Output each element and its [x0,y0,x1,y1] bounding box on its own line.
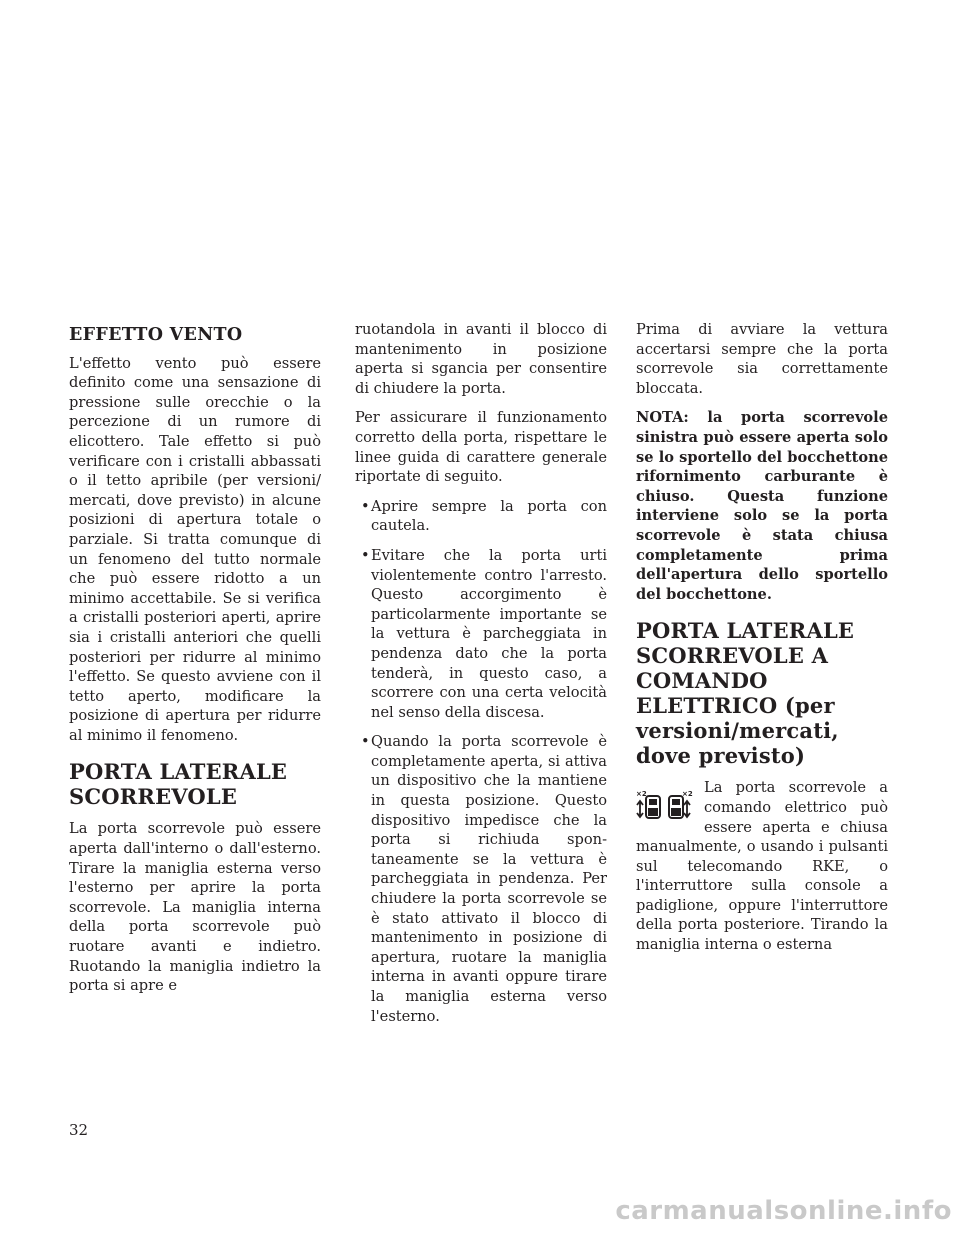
bullet: • [361,546,370,564]
list-item [355,497,607,536]
bullet: • [361,497,370,515]
heading-power-sliding-door: PORTA LATERALE SCORREVOLE A COMANDO ELETTRICO (per versioni/mercati, dove previsto) [636,618,855,769]
sliding-door-icon [636,788,694,828]
page-number: 32 [69,1121,89,1139]
column-right [636,320,888,965]
paragraph-effetto-vento: L'effetto vento può essere definito come una sensazione di pressione sulle orecchie o la percezione di un rumore di elicottero. Tale effetto si può verificare con i cristalli abbassati o il tetto apribile (per versioni/ mercati, dove previsto) in alcune posizioni di apertura totale o parziale. Si tratta comunque di un fenomeno del tutto normale che può essere ridotto a un minimo accettabile. Se si verifica a cristalli posteriori aperti, aprire sia i cristalli anteriori che quelli posteriori per ridurre al minimo l'effetto. Se questo avviene con il tetto aperto, modificare la posizione di apertura per ridurre al minimo il fenomeno. [69,354,321,744]
bullet: • [361,733,370,751]
list-item [355,546,607,722]
paragraph-continuation: ruotandola in avanti il blocco di mantenimento in posizione aperta si sgancia per consentire di chiudere la porta. [355,321,607,397]
paragraph-porta-scorrevole: La porta scorrevole può essere aperta dall'interno o dall'esterno. Tirare la maniglia esterna verso l'esterno per aprire la porta scorrevole. La maniglia interna della porta scorrevole può ruotare avanti e indietro. Ruotando la maniglia indietro la porta si apre e [69,820,321,995]
list-item-text: Quando la porta scorrevole è completamente aperta, si attiva un dispositivo che la mantiene in questa posizione. Questo dispositivo impedisce che la porta si richiuda spontaneamente se la vettura è parcheggiata in pendenza. Per chiudere la porta scorrevole se è stato attivato il blocco di mantenimento in posizione di apertura, ruotare la maniglia interna in avanti oppure tirare la maniglia esterna verso l'esterno. [371,733,607,1025]
column-middle [355,320,607,1036]
paragraph-verify-locked: Prima di avviare la vettura accertarsi sempre che la porta scorrevole sia correttamente bloccata. [636,321,888,397]
svg-text:×2: ×2 [682,790,693,799]
paragraph-guidelines: Per assicurare il funzionamento corretto della porta, rispettare le linee guida di carattere generale riportate di seguito. [355,409,607,486]
svg-text:×2: ×2 [636,790,647,799]
watermark: carmanualsonline.info [615,1196,952,1226]
note-fuel-door: NOTA: la porta scorrevole sinistra può essere aperta solo se lo sportello del bocchettone rifornimento carburante è chiuso. Questa funzione interviene solo se la porta scorrevole è stata chiusa completamente prima dell'apertura dello sportello del bocchettone. [636,409,888,603]
guideline-list [355,497,607,1026]
list-item-text: Evitare che la porta urti violentemente contro l'arresto. Questo accorgimento è particolarmente importante se la vettura è parcheggiata in pendenza dato che la porta tenderà, in questo caso, a scorrere con una certa velocità nel senso della discesa. [371,546,607,721]
heading-porta-laterale-scorrevole: PORTA LATERALE SCORREVOLE [69,759,288,810]
heading-effetto-vento: EFFETTO VENTO [69,325,243,345]
list-item [355,732,607,1026]
list-item-text: Aprire sempre la porta con cautela. [371,497,607,535]
column-left [69,320,321,1006]
power-door-section [636,778,888,954]
paragraph-power-door: La porta scorrevole a comando elettrico può essere aperta e chiusa manualmente, o usando i pulsanti sul telecomando RKE, o l'interruttore sulla console a padiglione, oppure l'interruttore della porta posteriore. Tirando la maniglia interna o esterna [636,779,888,954]
